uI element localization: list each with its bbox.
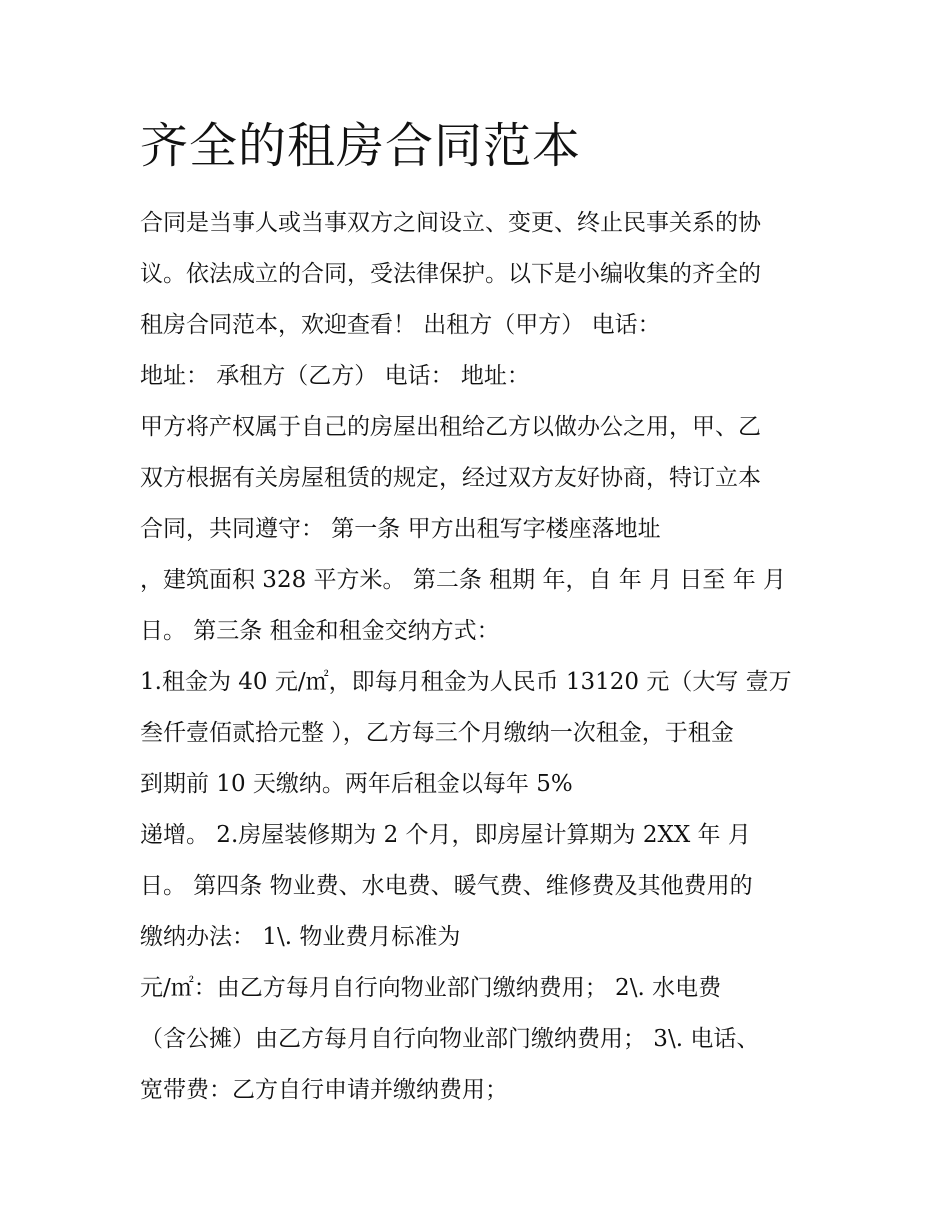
body-line: 日。 第三条 租金和租金交纳方式： [140,618,500,644]
body-line: 缴纳办法： 1\. 物业费月标准为 [140,924,461,950]
body-line: 日。 第四条 物业费、水电费、暖气费、维修费及其他费用的 [140,873,753,899]
body-line: 1.租金为 40 元/㎡，即每月租金为人民币 13120 元（大写 壹万 [140,669,792,695]
body-line: 递增。 2.房屋装修期为 2 个月，即房屋计算期为 2XX 年 月 [140,822,751,848]
body-line: 双方根据有关房屋租赁的规定，经过双方友好协商，特订立本 [140,465,761,491]
document-body [140,198,820,1116]
body-line: 议。依法成立的合同，受法律保护。以下是小编收集的齐全的 [140,261,761,287]
body-line: 到期前 10 天缴纳。两年后租金以每年 5% [140,771,573,797]
body-line: 合同是当事人或当事双方之间设立、变更、终止民事关系的协 [140,210,761,236]
body-line: 元/㎡：由乙方每月自行向物业部门缴纳费用； 2\. 水电费 [140,975,722,1001]
body-line: 甲方将产权属于自己的房屋出租给乙方以做办公之用，甲、乙 [140,414,761,440]
body-line: 宽带费：乙方自行申请并缴纳费用； [140,1077,508,1103]
body-line: 地址： 承租方（乙方） 电话： 地址： [140,363,530,389]
body-line: ，建筑面积 328 平方米。 第二条 租期 年，自 年 月 日至 年 月 [140,567,787,593]
body-line: 叁仟壹佰贰拾元整 ），乙方每三个月缴纳一次租金，于租金 [140,720,734,746]
body-line: （含公摊）由乙方每月自行向物业部门缴纳费用； 3\. 电话、 [140,1026,760,1052]
body-line: 合同，共同遵守： 第一条 甲方出租写字楼座落地址 [140,516,661,542]
body-line: 租房合同范本，欢迎查看！ 出租方（甲方） 电话： [140,312,661,338]
document-title: 齐全的租房合同范本 [140,118,582,174]
